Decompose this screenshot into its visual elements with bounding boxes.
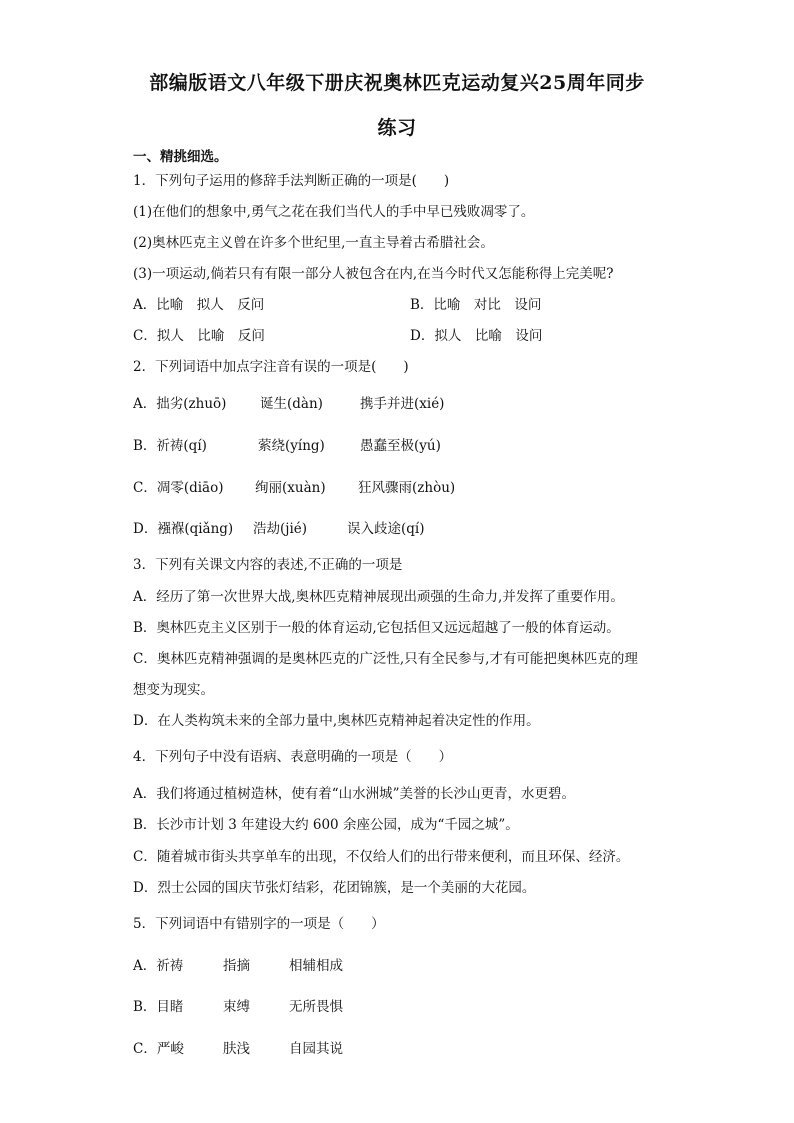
question-3-option-c-continued: 想变为现实。 xyxy=(133,682,214,698)
question-3-option-b[interactable]: B．奥林匹克主义区别于一般的体育运动,它包括但又远远超越了一般的体育运动。 xyxy=(133,620,620,636)
option-word-1: C．凋零(diāo) xyxy=(133,480,224,496)
document-title: 部编版语文八年级下册庆祝奥林匹克运动复兴25周年同步 xyxy=(149,72,645,94)
question-4-stem: 4．下列句子中没有语病、表意明确的一项是（ ） xyxy=(133,749,453,765)
option-word-2: 绚丽(xuàn) xyxy=(255,480,326,496)
option-word-1: D．襁褓(qiǎng) xyxy=(133,521,234,537)
question-2-stem: 2．下列词语中加点字注音有误的一项是( ) xyxy=(133,359,409,375)
question-4-option-b[interactable]: B．长沙市计划 3 年建设大约 600 余座公园，成为“千园之城”。 xyxy=(133,817,519,833)
option-word-3: 狂风骤雨(zhòu) xyxy=(358,480,456,496)
question-1-stem: 1．下列句子运用的修辞手法判断正确的一项是( ) xyxy=(133,173,450,189)
question-3-stem: 3．下列有关课文内容的表述,不正确的一项是 xyxy=(133,557,403,573)
option-word-1: A．拙劣(zhuō) xyxy=(133,396,227,412)
question-1-option-b[interactable]: B．比喻 对比 设问 xyxy=(410,297,542,313)
question-3-option-d[interactable]: D．在人类构筑未来的全部力量中,奥林匹克精神起着决定性的作用。 xyxy=(133,713,540,729)
option-word-1: B．祈祷(qí) xyxy=(133,438,207,454)
question-1-sentence-1: (1)在他们的想象中,勇气之花在我们当代人的手中早已残败凋零了。 xyxy=(133,204,535,220)
question-3-option-a[interactable]: A．经历了第一次世界大战,奥林匹克精神展现出顽强的生命力,并发挥了重要作用。 xyxy=(133,589,624,605)
question-1-option-d[interactable]: D．拟人 比喻 设问 xyxy=(410,328,543,344)
option-word-3: 误入歧途(qí) xyxy=(347,521,425,537)
question-5-stem: 5．下列词语中有错别字的一项是（ ） xyxy=(133,916,385,932)
option-word-3: 愚蠢至极(yú) xyxy=(360,438,441,454)
option-word-3: 无所畏惧 xyxy=(289,999,343,1015)
option-word-1: B．目睹 xyxy=(133,999,184,1015)
option-word-2: 浩劫(jié) xyxy=(253,521,308,537)
option-word-2: 诞生(dàn) xyxy=(260,396,323,412)
option-word-2: 萦绕(yíng) xyxy=(258,438,325,454)
section-heading: 一、精挑细选。 xyxy=(133,149,228,165)
option-word-3: 相辅相成 xyxy=(289,958,343,974)
question-4-option-a[interactable]: A．我们将通过植树造林，使有着“山水洲城”美誉的长沙山更青，水更碧。 xyxy=(133,786,576,802)
option-word-3: 自园其说 xyxy=(289,1041,343,1057)
option-word-1: A．祈祷 xyxy=(133,958,184,974)
question-1-sentence-2: (2)奥林匹克主义曾在许多个世纪里,一直主导着古希腊社会。 xyxy=(133,235,494,251)
question-1-option-c[interactable]: C．拟人 比喻 反问 xyxy=(133,328,265,344)
option-word-3: 携手并进(xié) xyxy=(360,396,445,412)
question-3-option-c[interactable]: C．奥林匹克精神强调的是奥林匹克的广泛性,只有全民参与,才有可能把奥林匹克的理 xyxy=(133,651,638,667)
option-word-1: C．严峻 xyxy=(133,1041,184,1057)
option-word-2: 指摘 xyxy=(223,958,250,974)
question-4-option-d[interactable]: D．烈士公园的国庆节张灯结彩，花团锦簇，是一个美丽的大花园。 xyxy=(133,880,536,896)
question-4-option-c[interactable]: C．随着城市街头共享单车的出现，不仅给人们的出行带来便利，而且环保、经济。 xyxy=(133,849,630,865)
option-word-2: 束缚 xyxy=(223,999,250,1015)
question-1-option-a[interactable]: A．比喻 拟人 反问 xyxy=(133,297,265,313)
document-title-continued: 练习 xyxy=(377,117,417,139)
option-word-2: 肤浅 xyxy=(223,1041,250,1057)
question-1-sentence-3: (3)一项运动,倘若只有有限一部分人被包含在内,在当今时代又怎能称得上完美呢? xyxy=(133,266,614,282)
